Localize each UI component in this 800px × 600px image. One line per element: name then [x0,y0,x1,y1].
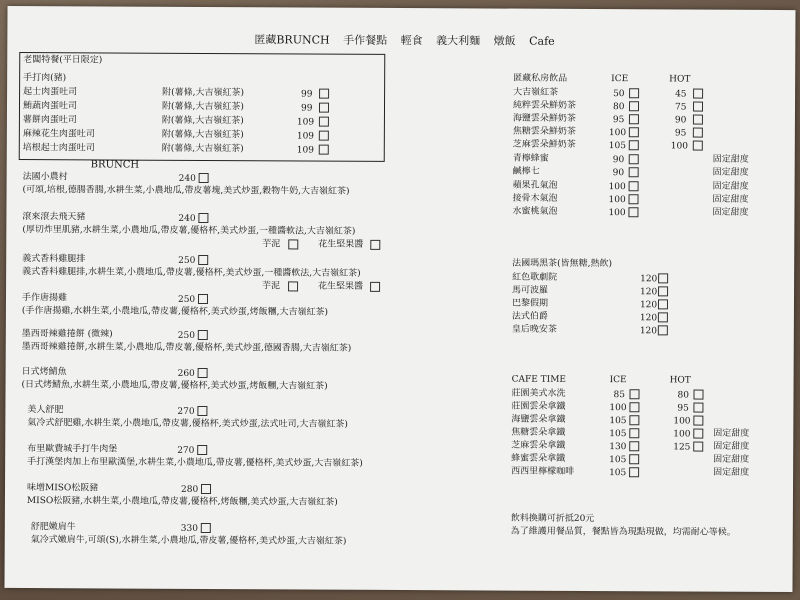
hot-checkbox[interactable] [693,429,703,439]
tea-price: 120 [640,274,658,285]
brunch-item-desc: (可頌,培根,德腸香腸,水耕生菜,小農地瓜,帶皮薯塊,美式炒蛋,穀物牛奶,大吉嶺紅茶) [22,185,350,197]
cafe-name: 蜂蜜雲朵拿鐵 [511,453,566,464]
drink-ice-price: 50 [613,89,625,100]
order-checkbox[interactable] [198,330,208,340]
hot-checkbox[interactable] [693,403,703,413]
drink-name: 焦糖雲朵鮮奶茶 [512,126,576,137]
order-checkbox[interactable] [658,325,668,335]
tea-price: 120 [640,287,658,298]
tea-title: 法國瑪黑茶(皆無糖,熱飲) [512,258,613,270]
cafe-name: 海鹽雲朵拿鐵 [511,414,566,425]
drink-hot-price: 90 [674,115,687,126]
brunch-item-price: 270 [177,445,195,456]
special-item-price: 109 [296,131,315,142]
brunch-title: BRUNCH [90,159,140,171]
brunch-item-desc: (日式烤鯖魚,水耕生菜,小農地瓜,帶皮薯,優格杯,美式炒蛋,烤飯糰,大吉嶺紅茶) [21,380,328,392]
drink-name: 蘋果孔氣泡 [512,180,558,191]
drink-name: 青檸蜂蜜 [512,153,549,164]
option-checkbox[interactable] [370,282,380,292]
ice-label: ICE [611,74,629,85]
option-label: 芋泥 [262,239,281,250]
ice-label: ICE [609,375,627,386]
order-checkbox[interactable] [319,103,329,113]
brunch-item-name: 滾來滾去飛天豬 [22,212,86,223]
order-checkbox[interactable] [319,145,329,155]
order-checkbox[interactable] [198,294,208,304]
brunch-item-name: 法國小農村 [22,172,68,183]
special-item-price: 99 [300,103,313,114]
option-checkbox[interactable] [370,240,380,250]
cafe-ice-price: 105 [609,429,627,440]
ice-checkbox[interactable] [628,207,638,217]
order-checkbox[interactable] [197,445,207,455]
brunch-item-name: 墨西哥辣雞捲餅 (微辣) [21,329,113,340]
cafe-name: 焦糖雲朵拿鐵 [511,427,566,438]
brunch-item-name: 美人舒肥 [27,405,64,416]
tea-price: 120 [639,313,658,324]
brunch-item-name: 舒肥嫩肩牛 [30,522,76,533]
brunch-item-name: 義式香料雞腿排 [22,254,86,265]
special-item-side: 附(薯條,大吉嶺紅茶) [161,101,244,113]
cafe-name: 芝麻雲朵拿鐵 [511,440,566,451]
brunch-item-desc: 氣冷式嫩肩牛,可頌(S),水耕生菜,小農地瓜,帶皮薯,優格杯,美式炒蛋,大吉嶺紅茶) [30,535,347,547]
brunch-item-price: 260 [177,368,195,379]
brunch-item-price: 270 [177,406,195,417]
cafe-hot-price: 125 [673,442,691,453]
ice-checkbox[interactable] [629,467,639,477]
special-item-name: 鮪蔬肉蛋吐司 [22,101,78,112]
header-item: 輕食 [400,33,423,48]
brunch-item-name: 味增MISO松阪豬 [26,483,99,494]
header-item: Cafe [529,34,555,48]
special-item-name: 培根起士肉蛋吐司 [22,143,95,154]
order-checkbox[interactable] [199,173,209,183]
cafe-ice-price: 105 [609,468,627,479]
brunch-item-desc: MISO松阪豬,水耕生菜,小農地瓜,帶皮薯,優格杯,烤飯糰,美式炒蛋,大吉嶺紅茶) [26,496,338,508]
hot-checkbox[interactable] [693,128,703,138]
ice-checkbox[interactable] [629,415,639,425]
cafe-name: 莊園雲朵拿鐵 [511,401,566,412]
cafe-hot-price: 100 [673,429,691,440]
footer-discount: 飲料換購可折抵20元 [510,513,595,525]
menu-sheet [4,6,795,592]
special-item-side: 附(薯條,大吉嶺紅茶) [161,143,244,155]
special-item-price: 109 [296,145,314,156]
drink-hot-price: 95 [674,128,687,139]
drink-name: 鹹檸七 [512,166,540,177]
brunch-item-price: 240 [178,173,196,184]
ice-checkbox[interactable] [629,181,639,191]
cafe-name: 莊園美式水洗 [511,388,566,399]
cafe-ice-price: 85 [613,390,625,401]
order-checkbox[interactable] [319,89,329,99]
cafe-ice-price: 130 [609,442,627,453]
drink-name: 純粹雲朵鮮奶茶 [512,100,577,111]
drink-hot-price: 100 [670,141,689,152]
drink-ice-price: 100 [608,182,626,193]
sweetness-note: 固定甜度 [713,454,750,465]
special-item-price: 109 [296,117,315,128]
sweetness-note: 固定甜度 [713,441,750,452]
order-checkbox[interactable] [198,368,208,378]
ice-checkbox[interactable] [629,441,639,451]
order-checkbox[interactable] [658,273,668,283]
brunch-item-desc: (手作唐揚雞,水耕生菜,小農地瓜,帶皮薯,優格杯,美式炒蛋,烤飯糰,大吉嶺紅茶) [21,306,329,318]
ice-checkbox[interactable] [629,101,639,111]
order-checkbox[interactable] [658,299,668,309]
tea-name: 皇后晚安茶 [511,324,557,335]
ice-checkbox[interactable] [629,114,639,124]
sweetness-note: 固定甜度 [713,467,750,478]
drink-ice-price: 80 [612,102,625,113]
brunch-item-price: 250 [177,330,196,341]
sweetness-note: 固定甜度 [712,167,749,178]
brunch-item-desc: 墨西哥辣雞捲餅,水耕生菜,小農地瓜,帶皮薯,優格杯,美式炒蛋,德國香腸,大吉嶺紅茶) [21,342,352,354]
option-label: 花生堅果醬 [318,239,364,250]
drink-ice-price: 100 [608,195,626,206]
header-item: 手作餐點 [343,33,388,47]
special-subtitle: 手打肉(豬) [23,73,67,84]
drink-hot-price: 45 [675,89,687,100]
drink-name: 水蜜桃氣泡 [512,206,558,217]
special-title: 老闆特餐(平日限定) [23,55,103,66]
drink-name: 海鹽雲朵鮮奶茶 [512,113,576,124]
sweetness-note: 固定甜度 [713,428,750,439]
header-item: 燉飯 [493,34,516,48]
order-checkbox[interactable] [198,255,208,265]
hot-checkbox[interactable] [693,115,703,125]
hot-label: HOT [669,74,691,85]
order-checkbox[interactable] [201,484,211,494]
special-item-name: 起士肉蛋吐司 [23,87,78,98]
option-checkbox[interactable] [288,281,298,291]
order-checkbox[interactable] [319,131,329,141]
drink-ice-price: 100 [608,208,626,219]
ice-checkbox[interactable] [629,154,639,164]
brunch-item-name: 手作唐揚雞 [21,293,68,304]
ice-checkbox[interactable] [629,428,639,438]
sweetness-note: 固定甜度 [712,207,749,218]
cafe-name: 西西里檸檬咖啡 [511,466,575,477]
brunch-item-desc: 手打漢堡肉加上布里歐漢堡,水耕生菜,小農地瓜,帶皮薯,優格杯,美式炒蛋,大吉嶺紅茶) [27,457,363,469]
order-checkbox[interactable] [201,523,211,533]
cafe-hot-price: 95 [677,403,689,414]
sweetness-note: 固定甜度 [712,154,749,165]
option-label: 花生堅果醬 [318,281,364,292]
option-label: 芋泥 [262,281,281,292]
ice-checkbox[interactable] [629,167,639,177]
brunch-item-price: 240 [178,213,196,224]
special-item-price: 99 [301,89,313,100]
brunch-item-name: 布里歐費城手打牛肉堡 [27,444,118,455]
order-checkbox[interactable] [198,213,208,223]
sweetness-note: 固定甜度 [712,181,749,192]
drinks-title: 匿藏私房飲品 [513,73,568,84]
drink-hot-price: 75 [674,102,687,113]
drink-ice-price: 95 [612,115,625,126]
sweetness-note: 固定甜度 [712,194,749,205]
drink-ice-price: 90 [612,155,625,166]
tea-name: 紅色歌劇院 [512,272,558,283]
cafe-hot-price: 100 [673,416,691,427]
ice-checkbox[interactable] [629,127,639,137]
footer-note: 為了維護用餐品質，餐點皆為現點現做，均需耐心等候。 [510,526,736,538]
order-checkbox[interactable] [197,406,207,416]
drink-ice-price: 90 [612,168,625,179]
drink-ice-price: 100 [608,128,627,139]
ice-checkbox[interactable] [629,389,639,399]
brunch-item-desc: 氣冷式舒肥雞,水耕生菜,小農地瓜,帶皮薯,優格杯,美式炒蛋,法式吐司,大吉嶺紅茶) [27,418,348,430]
brunch-item-desc: (厚切炸里肌豬,水耕生菜,小農地瓜,帶皮薯,優格杯,美式炒蛋,一種醬軟法,大吉嶺紅茶) [22,225,356,237]
special-item-name: 薯餅肉蛋吐司 [22,115,77,126]
hot-checkbox[interactable] [693,390,703,400]
ice-checkbox[interactable] [629,454,639,464]
ice-checkbox[interactable] [629,88,639,98]
special-item-name: 麻辣花生肉蛋吐司 [22,129,95,140]
cafe-hot-price: 80 [677,390,689,401]
ice-checkbox[interactable] [628,194,638,204]
hot-checkbox[interactable] [693,102,703,112]
drink-name: 大吉嶺紅茶 [513,87,559,98]
header-item: 義大利麵 [436,34,481,48]
special-item-side: 附(薯條,大吉嶺紅茶) [161,129,244,141]
drink-name: 芝麻雲朵鮮奶茶 [512,139,576,150]
brunch-item-price: 330 [180,523,199,534]
hot-checkbox[interactable] [693,141,703,151]
option-checkbox[interactable] [288,239,298,249]
cafe-title: CAFE TIME [511,374,567,385]
drink-ice-price: 105 [608,141,627,152]
order-checkbox[interactable] [658,312,668,322]
cafe-ice-price: 105 [609,416,627,427]
ice-checkbox[interactable] [629,140,639,150]
tea-price: 120 [639,300,658,311]
order-checkbox[interactable] [658,286,668,296]
tea-price: 120 [639,326,658,337]
cafe-ice-price: 105 [609,455,627,466]
tea-name: 巴黎假期 [511,298,549,309]
tea-name: 法式伯爵 [511,311,548,322]
special-item-side: 附(薯條,大吉嶺紅茶) [162,87,244,99]
hot-checkbox[interactable] [693,89,703,99]
menu-header [254,31,564,49]
brunch-item-name: 日式烤鯖魚 [21,367,67,378]
hot-label: HOT [669,375,691,386]
brunch-item-desc: 義式香料雞腿排,水耕生菜,小農地瓜,帶皮薯,優格杯,美式炒蛋,一種醬軟法,大吉嶺紅茶) [22,267,361,279]
brunch-item-price: 280 [180,484,199,495]
brunch-item-price: 250 [178,255,196,266]
tea-name: 馬可波羅 [512,285,549,296]
ice-checkbox[interactable] [629,402,639,412]
drink-name: 接骨木氣泡 [512,193,558,204]
brunch-item-price: 250 [177,294,196,305]
cafe-ice-price: 100 [609,403,627,414]
header-item: 匿藏BRUNCH [254,33,330,47]
order-checkbox[interactable] [319,117,329,127]
special-item-side: 附(薯條,大吉嶺紅茶) [161,115,244,127]
hot-checkbox[interactable] [693,416,703,426]
hot-checkbox[interactable] [693,442,703,452]
